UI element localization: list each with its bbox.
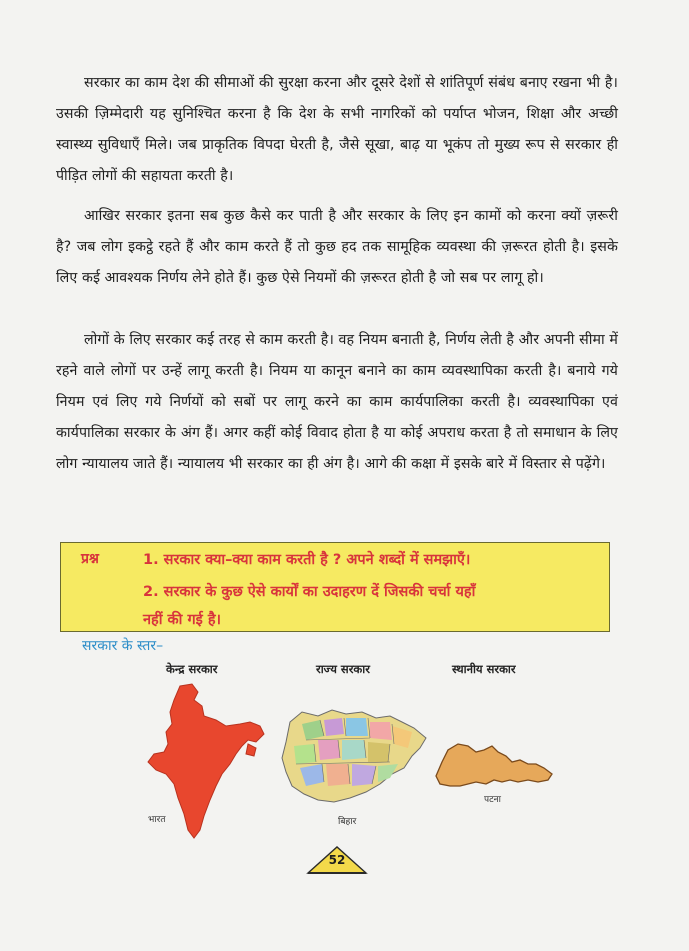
paragraph-2 [56,201,618,294]
paragraph-1 [56,68,618,192]
government-levels-title: सरकार के स्तर– [82,638,164,654]
paragraph-1-text: सरकार का काम देश की सीमाओं की सुरक्षा करना और दूसरे देशों से शांतिपूर्ण संबंध बनाए रखना भी है। उसकी ज़िम्मेदारी यह सुनिश्चित करना है कि देश के सभी नागरिकों को पर्याप्त भोजन, शिक्षा और अच्छी स्वास्थ्य सुविधाएँ मिले। जब प्राकृतिक विपदा घेरती है, जैसे सूखा, बाढ़ या भूकंप तो मुख्य रूप से सरकार ही पीड़ित लोगों की सहायता करती है। [56,75,619,184]
question-1: 1. सरकार क्या–क्या काम करती है ? अपने शब्दों में समझाएँ। [143,552,471,568]
paragraph-3-text: लोगों के लिए सरकार कई तरह से काम करती है। वह नियम बनाती है, निर्णय लेती है और अपनी सीमा में रहने वाले लोगों पर उन्हें लागू करती है। नियम या कानून बनाने का काम व्यवस्थापिका करती है। बनाये गये नियम एवं लिए गये निर्णयों को सबों पर लागू करने का काम कार्यपालिका करती है। व्यवस्थापिका एवं कार्यपालिका सरकार के अंग हैं। अगर कहीं कोई विवाद होता है या कोई अपराध करता है तो समाधान के लिए लोग न्यायालय जाते हैं। न्यायालय भी सरकार का ही अंग है। आगे की कक्षा में इसके बारे में विस्तार से पढ़ेंगे। [56,332,618,472]
local-government-label: स्थानीय सरकार [452,662,516,676]
state-government-label: राज्य सरकार [316,662,370,676]
india-caption: भारत [148,815,166,825]
patna-caption: पटना [484,795,501,805]
question-2: 2. सरकार के कुछ ऐसे कार्यों का उदाहरण दें जिसकी चर्चा यहाँ [143,584,476,600]
question-2-continued: नहीं की गई है। [143,612,222,628]
paragraph-2-text: आखिर सरकार इतना सब कुछ कैसे कर पाती है और सरकार के लिए इन कामों को करना क्यों ज़रूरी है? जब लोग इकट्ठे रहते हैं और काम करते हैं तो कुछ हद तक सामूहिक व्यवस्था की ज़रूरत होती है। इसके लिए कई आवश्यक निर्णय लेने होते हैं। कुछ ऐसे नियमों की ज़रूरत होती है जो सब पर लागू हो। [56,208,618,286]
question-box [60,542,610,632]
paragraph-3 [56,325,618,480]
bihar-caption: बिहार [338,817,357,827]
page-number: 52 [328,853,346,867]
bihar-map-icon [280,706,430,810]
question-label: प्रश्न [81,551,99,567]
patna-map-icon [432,736,556,792]
central-government-label: केन्द्र सरकार [166,662,218,676]
